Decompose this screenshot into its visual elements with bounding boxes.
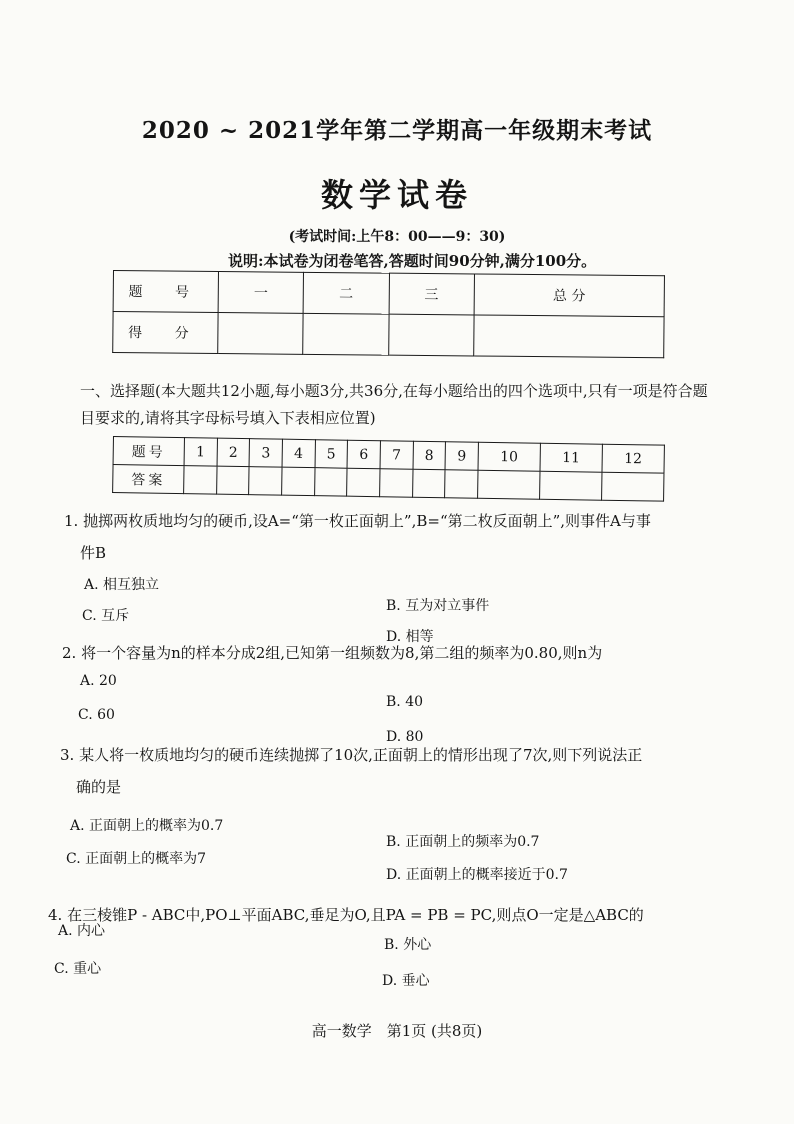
question-1-line1: 1. 抛掷两枚质地均匀的硬币,设A=“第一枚正面朝上”,B=“第二枚反面朝上”,则事件A与事 <box>64 512 651 530</box>
score-blank-total <box>473 315 664 358</box>
answer-blank <box>347 468 380 497</box>
answer-blank <box>445 470 478 499</box>
question-1-option-c: C. 互斥 <box>82 608 130 624</box>
question-4-line1: 4. 在三棱锥P - ABC中,PO⊥平面ABC,垂足为O,且PA = PB = PC,则点O一定是△ABC的 <box>48 906 644 924</box>
score-table-header-row <box>113 271 664 317</box>
question-2-option-c: C. 60 <box>78 707 115 723</box>
answer-table <box>112 436 665 502</box>
answer-blank <box>314 468 347 497</box>
score-table-score-row <box>113 312 664 358</box>
answer-number-5: 5 <box>315 440 348 469</box>
answer-number-11: 11 <box>540 443 602 472</box>
question-2-option-a: A. 20 <box>80 673 117 689</box>
answer-number-3: 3 <box>249 439 282 468</box>
question-4-option-c: C. 重心 <box>54 961 102 977</box>
answer-number-12: 12 <box>602 444 665 473</box>
score-blank-3 <box>388 314 474 356</box>
page-footer: 高一数学 第1页 (共8页) <box>311 1022 483 1040</box>
answer-number-9: 9 <box>445 442 478 471</box>
exam-title-main: 数学试卷 <box>320 176 473 214</box>
answer-number-2: 2 <box>217 438 250 467</box>
exam-time: (考试时间:上午8：00——9：30) <box>288 229 506 245</box>
question-3-option-c: C. 正面朝上的概率为7 <box>66 851 207 867</box>
question-3-option-b: B. 正面朝上的频率为0.7 <box>386 834 540 850</box>
score-cell-label: 题 号 <box>113 271 218 313</box>
question-2-option-d: D. 80 <box>386 729 424 745</box>
question-4-option-b: B. 外心 <box>384 937 432 953</box>
score-blank-1 <box>218 313 304 355</box>
answer-blank <box>601 472 664 501</box>
score-cell-total: 总 分 <box>474 274 665 317</box>
answer-blank <box>412 469 445 498</box>
answer-row-label-number: 题号 <box>113 437 184 466</box>
answer-blank <box>184 466 217 495</box>
question-3-line1: 3. 某人将一枚质地均匀的硬币连续抛掷了10次,正面朝上的情形出现了7次,则下列说法正 <box>60 746 643 764</box>
question-3-option-a: A. 正面朝上的概率为0.7 <box>70 818 224 834</box>
answer-number-4: 4 <box>282 439 315 468</box>
answer-number-8: 8 <box>413 441 446 470</box>
answer-number-7: 7 <box>380 441 413 470</box>
question-2-option-b: B. 40 <box>386 694 424 710</box>
score-blank-2 <box>303 313 389 355</box>
answer-blank <box>477 470 539 499</box>
answer-number-6: 6 <box>347 440 380 469</box>
exam-note: 说明:本试卷为闭卷笔答,答题时间90分钟,满分100分。 <box>228 252 597 270</box>
answer-blank <box>216 466 249 495</box>
question-4-option-d: D. 垂心 <box>382 973 430 989</box>
question-1-option-a: A. 相互独立 <box>84 577 160 593</box>
answer-number-1: 1 <box>184 438 217 467</box>
question-1-line2: 件B <box>80 544 107 562</box>
score-cell-part3: 三 <box>389 273 475 315</box>
answer-blank <box>282 467 315 496</box>
score-cell-part1: 一 <box>218 272 304 314</box>
question-1-option-d: D. 相等 <box>386 629 434 645</box>
question-1-option-b: B. 互为对立事件 <box>386 598 490 614</box>
question-4-option-a: A. 内心 <box>58 923 106 939</box>
answer-blank <box>249 467 282 496</box>
section1-intro: 一、选择题(本大题共12小题,每小题3分,共36分,在每小题给出的四个选项中,只有一项是符合题目要求的,请将其字母标号填入下表相应位置) <box>80 382 708 427</box>
answer-row-label-answer: 答案 <box>113 465 184 494</box>
exam-title-year: 2020 ~ 2021学年第二学期高一年级期末考试 <box>141 117 653 144</box>
score-row-label: 得 分 <box>113 312 218 354</box>
answer-blank <box>539 471 601 500</box>
question-2-line1: 2. 将一个容量为n的样本分成2组,已知第一组频数为8,第二组的频率为0.80,则n为 <box>62 644 603 662</box>
answer-blank <box>380 469 413 498</box>
score-table <box>112 270 665 358</box>
question-3-option-d: D. 正面朝上的概率接近于0.7 <box>386 867 568 883</box>
answer-number-10: 10 <box>478 442 540 471</box>
question-3-line2: 确的是 <box>76 778 122 796</box>
score-cell-part2: 二 <box>303 272 389 314</box>
